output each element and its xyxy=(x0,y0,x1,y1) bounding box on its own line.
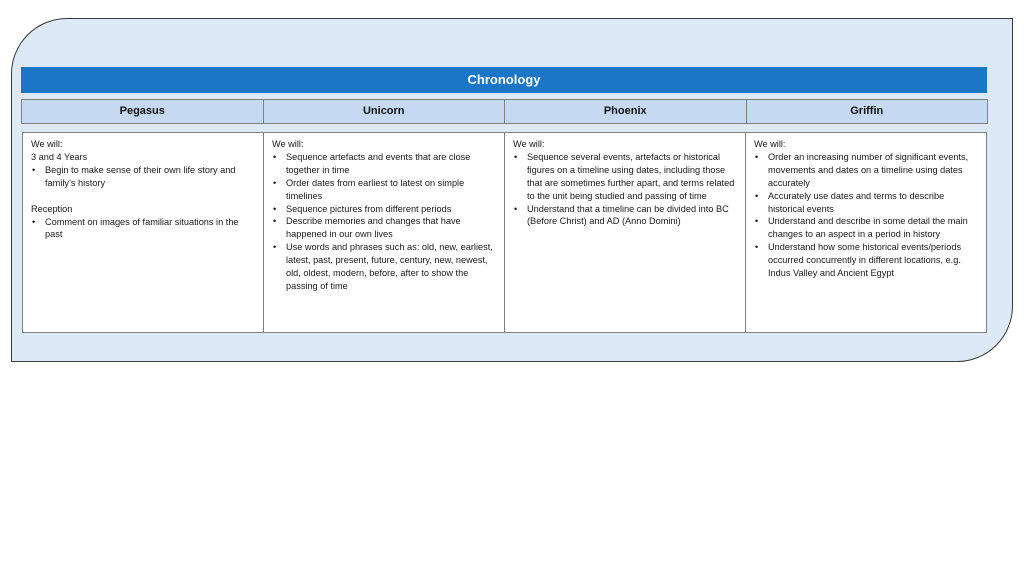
list-item: • Comment on images of familiar situations in the past xyxy=(31,216,256,242)
cell-phoenix xyxy=(505,133,746,332)
list-item: • Understand how some historical events/periods occurred concurrently in different locations, e.g. Indus Valley and Ancient Egypt xyxy=(754,241,979,280)
cell-pegasus xyxy=(23,133,264,332)
list-item: • Sequence several events, artefacts or historical figures on a timeline using dates, including those that are sometimes further apart, and terms related to the unit being studied and passing of time xyxy=(513,151,738,203)
section-heading: Reception xyxy=(31,203,73,214)
column-header-row xyxy=(21,99,988,124)
list-item: • Understand and describe in some detail the main changes to an aspect in a period in history xyxy=(754,215,979,241)
bullet-list xyxy=(513,151,738,228)
bullet-list xyxy=(272,151,497,293)
column-header-unicorn: Unicorn xyxy=(264,100,506,123)
list-item: • Accurately use dates and terms to describe historical events xyxy=(754,190,979,216)
cell-intro: We will: xyxy=(31,139,63,149)
cell-intro: We will: xyxy=(513,139,545,149)
content-row xyxy=(22,132,987,333)
list-item: • Sequence artefacts and events that are close together in time xyxy=(272,151,497,177)
list-item: • Begin to make sense of their own life story and family’s history xyxy=(31,164,256,190)
bullet-list xyxy=(754,151,979,280)
cell-intro: We will: xyxy=(754,139,786,149)
section-heading: 3 and 4 Years xyxy=(31,151,88,162)
cell-unicorn xyxy=(264,133,505,332)
bullet-list xyxy=(31,216,256,242)
cell-intro: We will: xyxy=(272,139,304,149)
column-header-phoenix: Phoenix xyxy=(505,100,747,123)
list-item: • Sequence pictures from different periods xyxy=(272,203,497,216)
list-item: • Use words and phrases such as: old, new, earliest, latest, past, present, future, century, new, newest, old, oldest, modern, before, after to show the passing of time xyxy=(272,241,497,293)
bullet-list xyxy=(31,164,256,190)
column-header-pegasus: Pegasus xyxy=(22,100,264,123)
page-title: Chronology xyxy=(21,67,987,93)
column-header-griffin: Griffin xyxy=(747,100,988,123)
list-item: • Describe memories and changes that have happened in our own lives xyxy=(272,215,497,241)
list-item: • Order an increasing number of significant events, movements and dates on a timeline using dates accurately xyxy=(754,151,979,190)
cell-griffin xyxy=(746,133,986,332)
list-item: • Order dates from earliest to latest on simple timelines xyxy=(272,177,497,203)
list-item: • Understand that a timeline can be divided into BC (Before Christ) and AD (Anno Domini) xyxy=(513,203,738,229)
